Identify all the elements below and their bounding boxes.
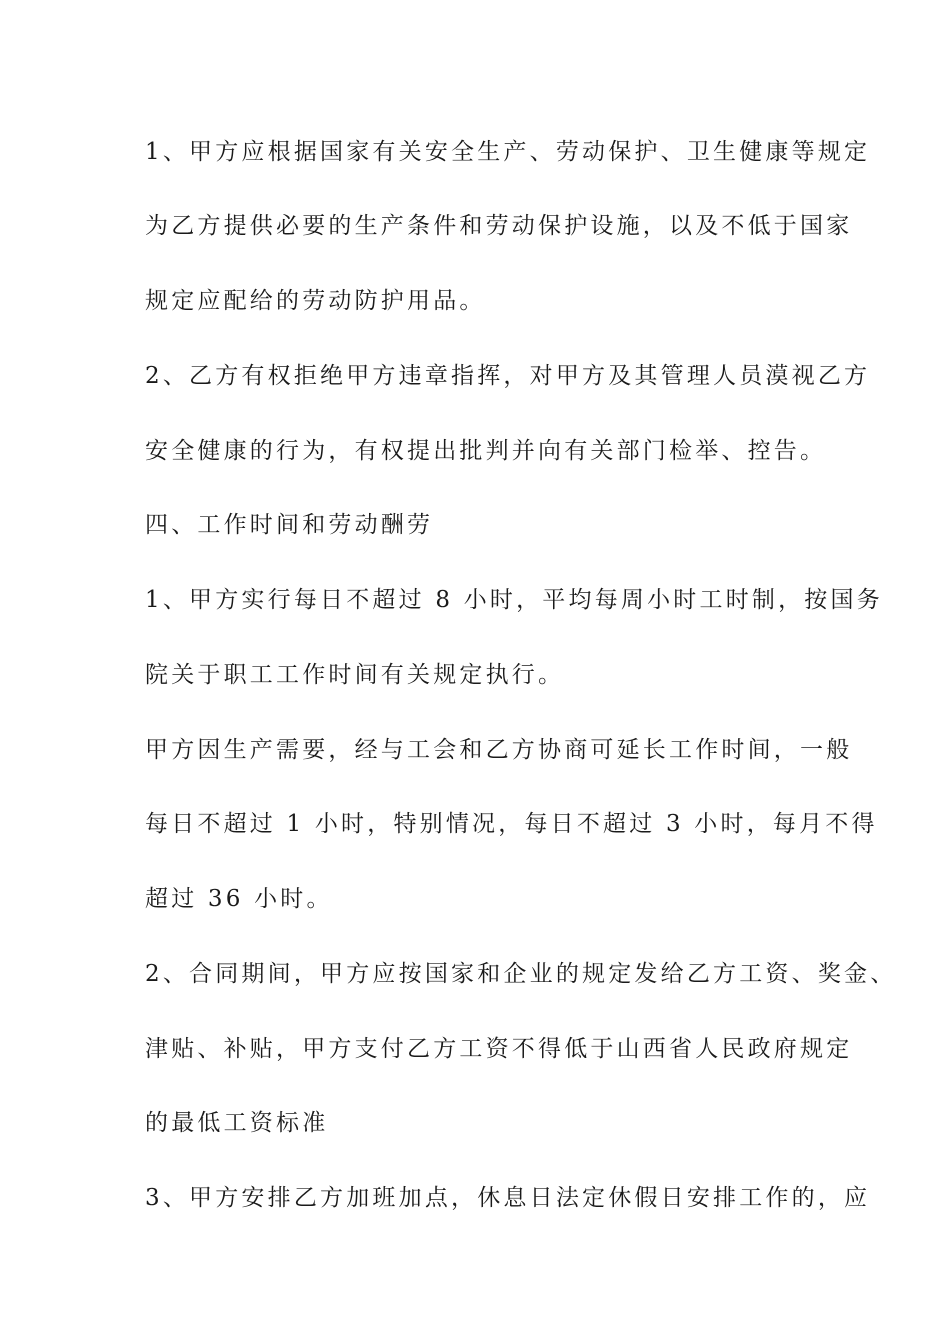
text-line: 1、甲方实行每日不超过 8 小时，平均每周小时工时制，按国务 <box>145 587 883 613</box>
text-line: 超过 36 小时。 <box>145 886 333 912</box>
text-line: 1、甲方应根据国家有关安全生产、劳动保护、卫生健康等规定 <box>145 139 871 165</box>
text-line: 院关于职工工作时间有关规定执行。 <box>145 662 565 688</box>
text-line: 甲方因生产需要，经与工会和乙方协商可延长工作时间，一般 <box>145 737 853 763</box>
text-line: 2、乙方有权拒绝甲方违章指挥，对甲方及其管理人员漠视乙方 <box>145 363 871 389</box>
text-line: 每日不超过 1 小时，特别情况，每日不超过 3 小时，每月不得 <box>145 811 878 837</box>
text-line: 3、甲方安排乙方加班加点，休息日法定休假日安排工作的，应 <box>145 1185 871 1211</box>
text-line: 津贴、补贴，甲方支付乙方工资不得低于山西省人民政府规定 <box>145 1036 853 1062</box>
text-line: 安全健康的行为，有权提出批判并向有关部门检举、控告。 <box>145 438 827 464</box>
section-heading: 四、工作时间和劳动酬劳 <box>145 512 434 538</box>
text-line: 规定应配给的劳动防护用品。 <box>145 288 486 314</box>
text-line: 的最低工资标准 <box>145 1110 329 1136</box>
text-line: 2、合同期间，甲方应按国家和企业的规定发给乙方工资、奖金、 <box>145 961 897 987</box>
text-line: 为乙方提供必要的生产条件和劳动保护设施，以及不低于国家 <box>145 213 853 239</box>
